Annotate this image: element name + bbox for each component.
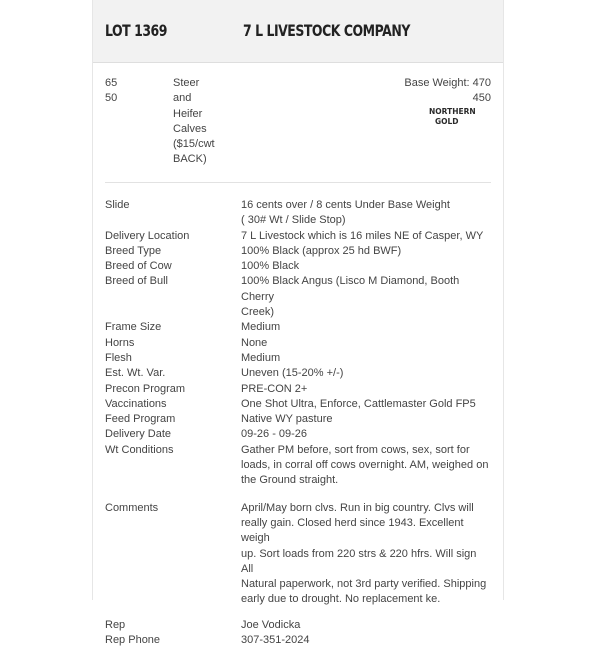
detail-line: Creek) [241,306,275,319]
detail-value: Joe Vodicka [241,618,301,631]
detail-line: Gather PM before, sort from cows, sex, sort for [241,443,470,456]
detail-line: really gain. Closed herd since 1943. Excellent weigh [241,516,464,545]
logo-text-top: NORTHERN [429,107,476,116]
detail-value: PRE-CON 2+ [241,382,308,395]
detail-row-flesh [105,351,491,366]
detail-row-rep [105,618,491,633]
detail-line: loads, in corral off cows overnight. AM, weighed on [241,459,489,472]
detail-label: Horns [105,336,135,349]
detail-value [241,443,491,489]
base-weight-steers: Base Weight: 470 [404,77,491,89]
detail-label: Comments [105,501,159,514]
description-line: and [173,92,192,105]
detail-row-vaccinations [105,397,491,412]
detail-value [241,198,491,229]
detail-value: Medium [241,321,281,334]
detail-value: 7 L Livestock which is 16 miles NE of Casper, WY [241,229,484,242]
detail-label: Breed of Cow [105,260,172,273]
detail-label: Slide [105,199,130,211]
detail-line: the Ground straight. [241,474,339,487]
detail-label: Wt Conditions [105,443,174,456]
detail-row-comments [105,501,491,608]
description-line: Heifer [173,107,203,120]
detail-label: Breed of Bull [105,275,168,288]
lot-number: LOT 1369 [105,21,167,40]
detail-value: 09-26 - 09-26 [241,428,308,441]
detail-row-frame-size [105,320,491,335]
detail-label: Est. Wt. Var. [105,367,166,380]
detail-label: Vaccinations [105,397,167,410]
description-line: BACK) [173,153,207,166]
detail-label: Frame Size [105,321,162,334]
detail-line: Natural paperwork, not 3rd party verified. Shipping [241,578,487,591]
detail-row-delivery-location [105,229,491,244]
base-weight-heifers: 450 [472,92,491,105]
detail-value: Native WY pasture [241,413,333,426]
lot-details [105,198,491,648]
detail-value: None [241,336,268,349]
description-line: Calves [173,122,207,135]
detail-label: Feed Program [105,413,176,426]
heifer-count: 50 [105,92,118,105]
description-line: Steer [173,77,200,89]
detail-row-horns [105,336,491,351]
lot-header [93,0,503,63]
detail-value: Uneven (15-20% +/-) [241,367,344,380]
seller-name: 7 L LIVESTOCK COMPANY [243,21,410,40]
detail-value [241,501,491,608]
detail-line: ( 30# Wt / Slide Stop) [241,214,346,227]
detail-row-est-wt-var [105,366,491,381]
lot-description [173,76,233,168]
detail-label: Rep [105,618,126,631]
detail-line: April/May born clvs. Run in big country. Clvs will [241,501,474,514]
lot-card [92,0,504,647]
description-line: ($15/cwt [173,138,215,151]
detail-row-wt-conditions [105,443,491,489]
detail-row-precon-program [105,382,491,397]
detail-line: 16 cents over / 8 cents Under Base Weight [241,199,450,211]
detail-label: Precon Program [105,382,186,395]
detail-label: Delivery Date [105,428,172,441]
detail-value: 100% Black [241,260,300,273]
logo-text-bottom: GOLD [435,117,459,126]
northern-gold-logo [429,106,491,126]
detail-value: 100% Black (approx 25 hd BWF) [241,244,402,257]
detail-line: early due to drought. No replacement ke. [241,593,441,606]
steer-count: 65 [105,77,118,89]
detail-label: Flesh [105,351,132,364]
detail-label: Delivery Location [105,229,190,242]
detail-row-breed-type [105,244,491,259]
detail-row-feed-program [105,412,491,427]
head-counts [105,76,145,107]
detail-row-breed-of-cow [105,259,491,274]
detail-row-delivery-date [105,427,491,442]
detail-label: Breed Type [105,244,162,257]
detail-value [241,274,491,320]
detail-value: Medium [241,351,281,364]
detail-line: up. Sort loads from 220 strs & 220 hfrs. Will sign All [241,547,477,575]
divider [105,182,491,183]
detail-label: Rep Phone [105,634,161,647]
detail-row-slide [105,198,491,229]
detail-value: One Shot Ultra, Enforce, Cattlemaster Gold FP5 [241,397,476,410]
detail-line: 100% Black Angus (Lisco M Diamond, Booth Cherry [241,275,460,303]
detail-row-breed-of-bull [105,274,491,320]
detail-value: 307-351-2024 [241,634,310,647]
detail-row-rep-phone [105,633,491,648]
base-weights [404,76,491,107]
